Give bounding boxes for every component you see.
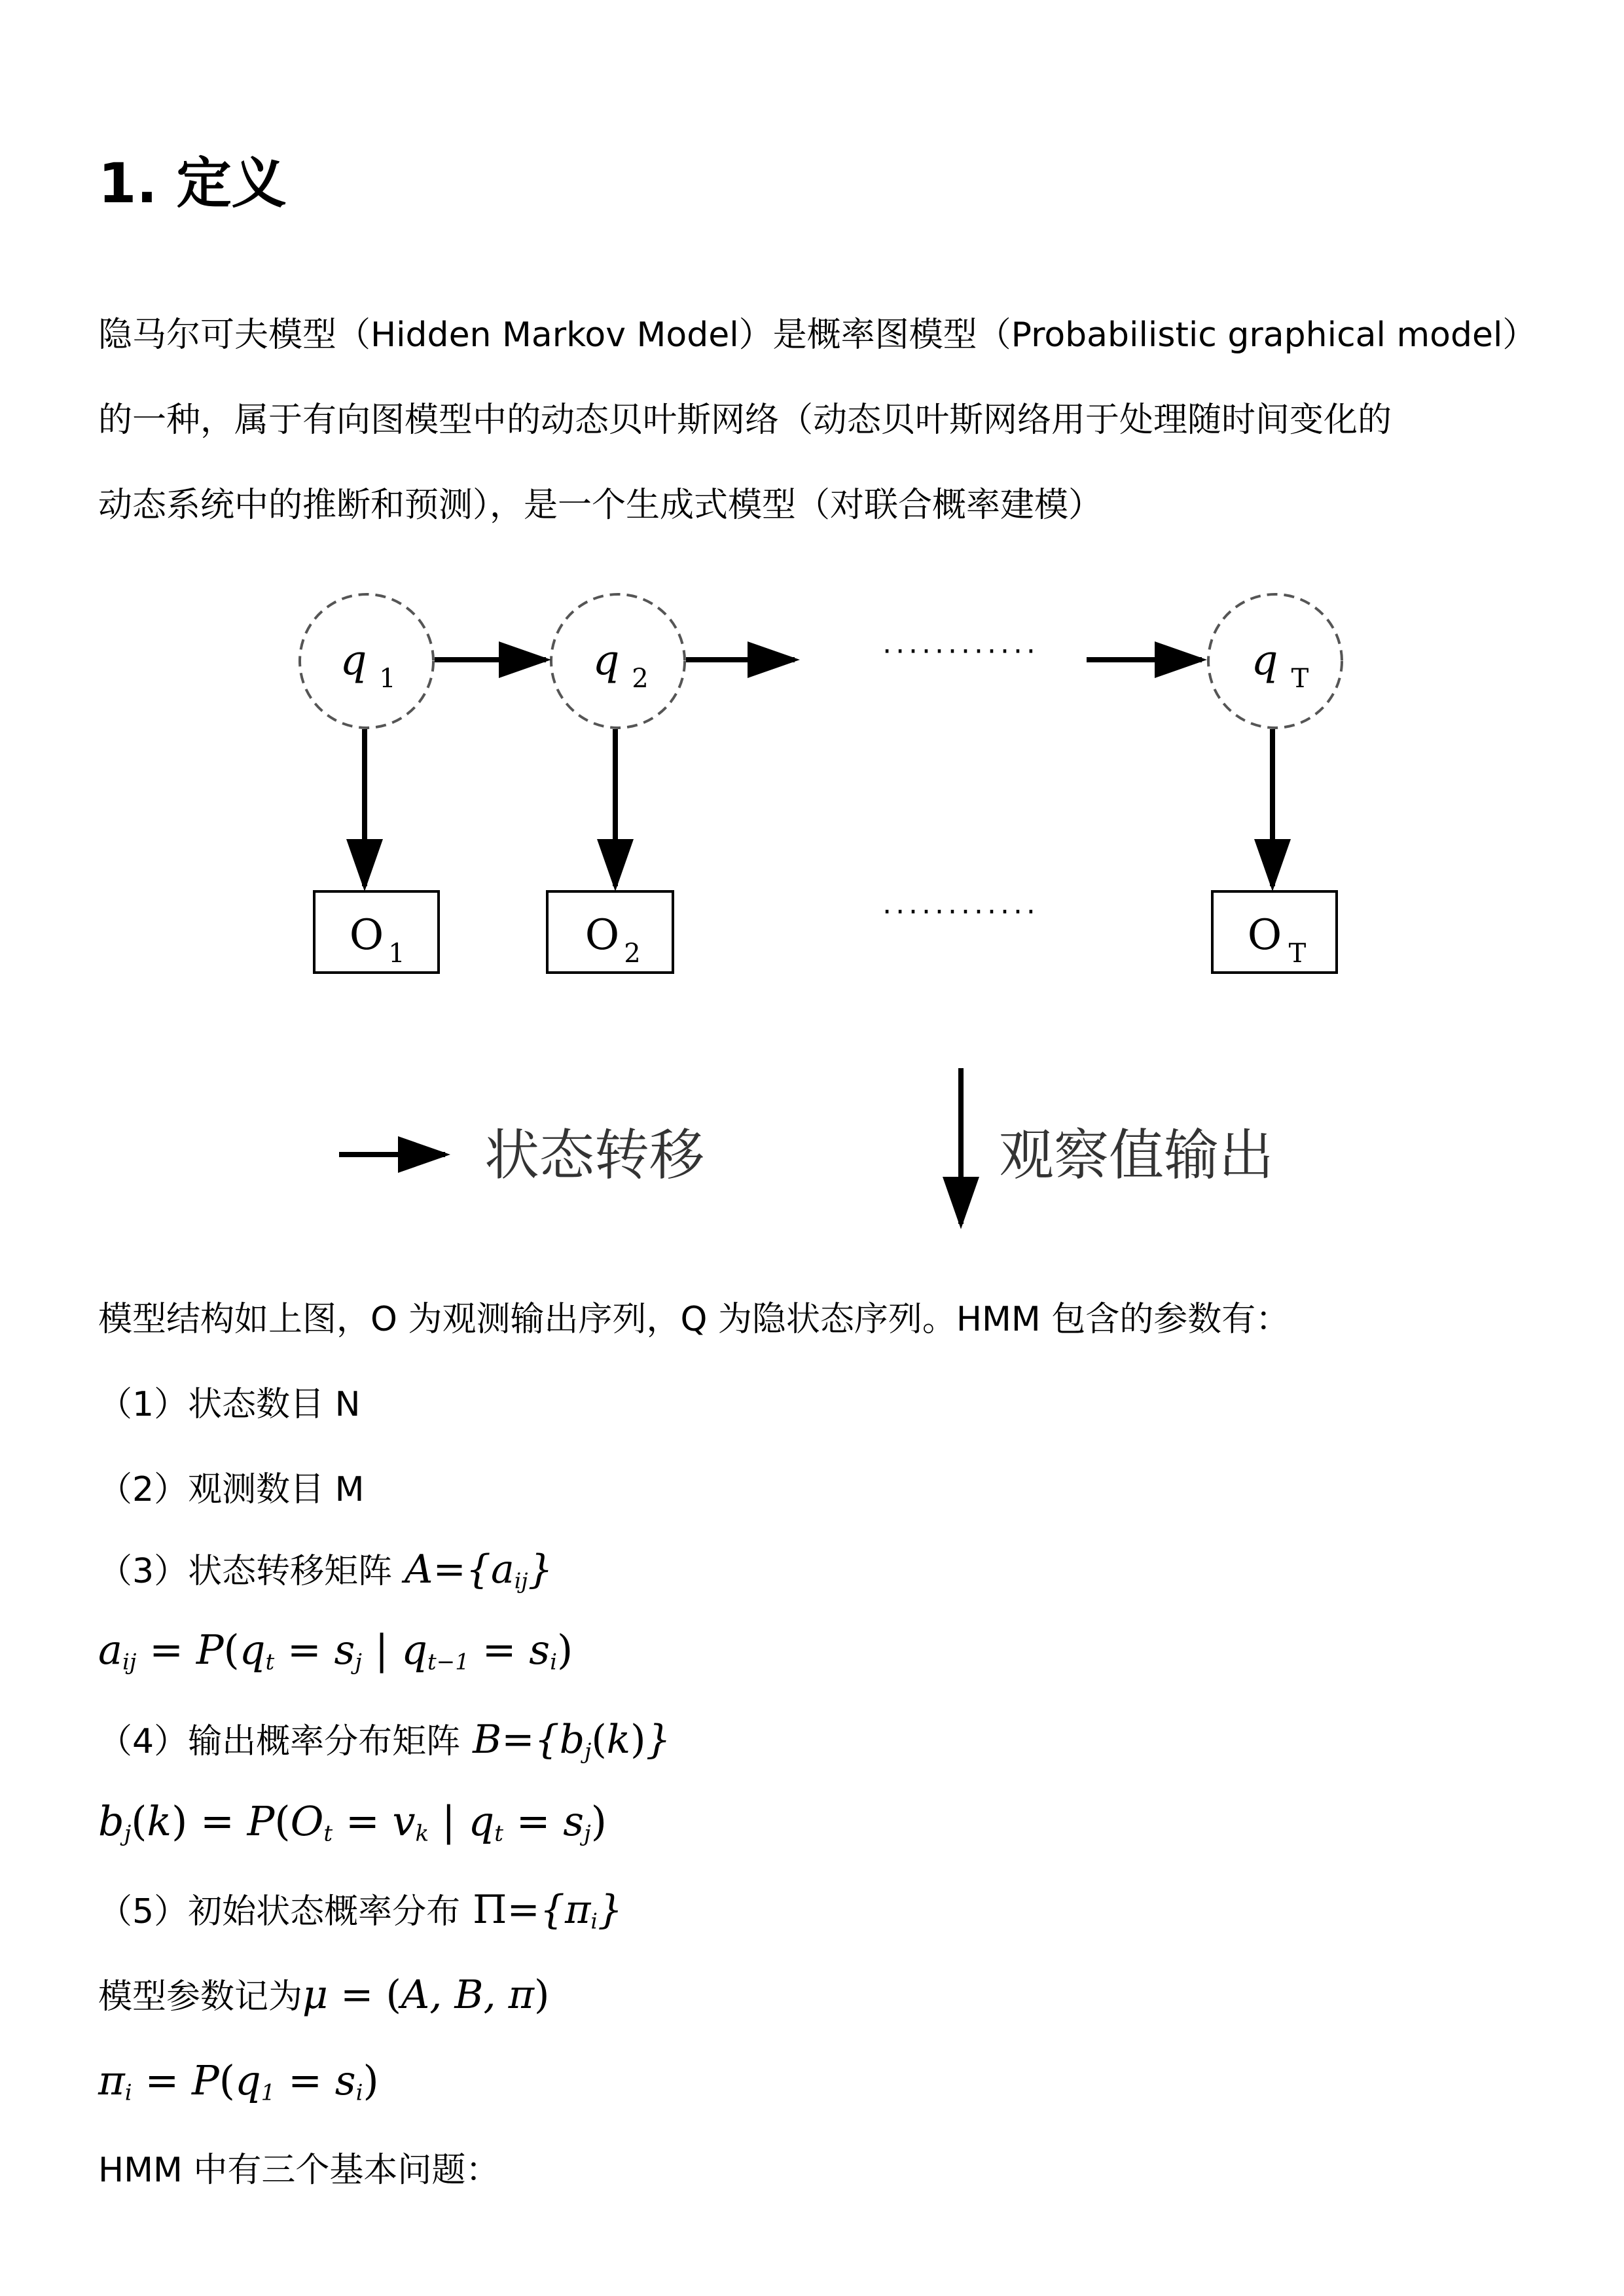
state-node-qT bbox=[1208, 594, 1342, 728]
state-node-q1-subscript: 1 bbox=[379, 664, 396, 694]
model-params-line bbox=[98, 1972, 550, 2018]
state-node-q1 bbox=[300, 594, 433, 728]
obs-node-O2-label: O bbox=[585, 911, 620, 960]
param-item-5-text: （5）初始状态概率分布 bbox=[98, 1892, 461, 1931]
intro-line-3: 动态系统中的推断和预测），是一个生成式模型（对联合概率建模） bbox=[98, 486, 1103, 525]
formula-B-def: $B=\{b_j(k)\}$ bbox=[460, 1717, 671, 1764]
param-item-2: （2）观测数目 M bbox=[98, 1470, 365, 1509]
intro-line-2: 的一种，属于有向图模型中的动态贝叶斯网络（动态贝叶斯网络用于处理随时间变化的 bbox=[98, 401, 1392, 440]
obs-node-OT bbox=[1212, 891, 1337, 973]
formula-bjk: $b_j(k) = P(O_t = v_k$ | $q_t = s_j$) bbox=[98, 1797, 607, 1847]
ellipsis-states: ············ bbox=[882, 635, 1039, 668]
state-node-q2-subscript: 2 bbox=[632, 664, 649, 694]
param-item-5 bbox=[98, 1887, 623, 1934]
formula-aij: $a_{ij} = P(q_t = s_j$ | $q_{t-1} = s_i$) bbox=[98, 1626, 573, 1676]
structure-line: 模型结构如上图，O 为观测输出序列，Q 为隐状态序列。HMM 包含的参数有： bbox=[98, 1300, 1290, 1339]
obs-node-O1-label: O bbox=[349, 911, 384, 960]
obs-node-OT-label: O bbox=[1247, 911, 1282, 960]
formula-mu: μ = (A, B, π) bbox=[302, 1972, 550, 2018]
obs-node-O2 bbox=[547, 891, 673, 973]
obs-node-O2-subscript: 2 bbox=[624, 939, 641, 969]
ellipsis-observations: ············ bbox=[882, 895, 1039, 929]
state-node-q1-label: q bbox=[340, 636, 367, 685]
param-item-3-text: （3）状态转移矩阵 bbox=[98, 1552, 393, 1591]
param-item-4 bbox=[98, 1717, 671, 1764]
section-heading: 1. 定义 bbox=[98, 151, 287, 215]
obs-node-O1 bbox=[314, 891, 439, 973]
final-line: HMM 中有三个基本问题： bbox=[98, 2151, 500, 2190]
legend-output-label: 观察值输出 bbox=[999, 1123, 1274, 1187]
model-params-text: 模型参数记为 bbox=[98, 1977, 303, 2017]
obs-node-O1-subscript: 1 bbox=[388, 939, 405, 969]
state-node-q2 bbox=[551, 594, 685, 728]
param-item-3 bbox=[98, 1547, 553, 1594]
param-item-4-text: （4）输出概率分布矩阵 bbox=[98, 1722, 461, 1761]
state-node-q2-label: q bbox=[592, 636, 620, 685]
legend-transition-label: 状态转移 bbox=[484, 1123, 705, 1187]
formula-A-def: $A=\{a_{ij}\}$ bbox=[392, 1547, 553, 1594]
intro-line-1: 隐马尔可夫模型（Hidden Markov Model）是概率图模型（Probabilistic graphical model） bbox=[98, 315, 1537, 355]
formula-pi: $\pi_i = P(q_1 = s_i)$ bbox=[98, 2056, 379, 2106]
formula-Pi-def: $\Pi=\{\pi_i\}$ bbox=[473, 1887, 623, 1934]
param-item-1: （1）状态数目 N bbox=[98, 1385, 361, 1424]
state-node-qT-subscript: T bbox=[1291, 664, 1309, 694]
state-node-qT-label: q bbox=[1251, 636, 1278, 685]
obs-node-OT-subscript: T bbox=[1288, 939, 1307, 969]
